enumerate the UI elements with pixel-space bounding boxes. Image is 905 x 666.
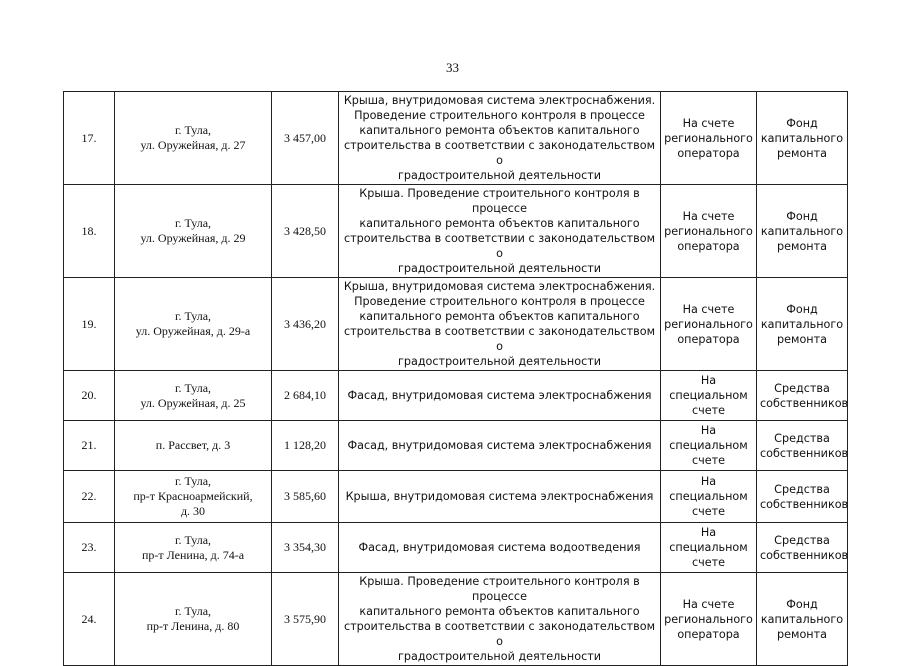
work-type-line: строительства в соответствии с законодательством о [343, 139, 656, 167]
work-type-line: Проведение строительного контроля в процессе [354, 295, 645, 308]
work-type-line: капитального ремонта объектов капитального [359, 310, 640, 323]
funding-source-line: Средства [774, 381, 830, 395]
table-row [64, 421, 848, 471]
funding-source-line: капитального [760, 317, 844, 331]
work-type-line: капитального ремонта объектов капитального [359, 217, 640, 230]
funding-source-line: собственников [760, 548, 849, 562]
account-holder-line: регионального [664, 224, 753, 238]
work-type-line: капитального ремонта объектов капитального [359, 124, 640, 137]
address-line: г. Тула, [174, 123, 212, 137]
address-cell [115, 278, 272, 371]
account-holder-cell [661, 371, 757, 421]
area-cell: 3 585,60 [272, 471, 339, 523]
work-type-line: Крыша. Проведение строительного контроля в процессе [359, 187, 640, 215]
work-type-cell [339, 185, 661, 278]
account-holder-line: счете [691, 404, 726, 417]
address-cell [115, 421, 272, 471]
page-number: 33 [446, 60, 459, 75]
work-type-line: Крыша. Проведение строительного контроля в процессе [359, 575, 640, 603]
address-line: пр-т Ленина, д. 74-а [141, 547, 245, 562]
funding-source-line: капитального [760, 131, 844, 145]
work-type-cell [339, 523, 661, 573]
address-line: г. Тула, [174, 216, 212, 230]
repair-works-table [63, 91, 848, 666]
work-type-line: Проведение строительного контроля в процессе [354, 109, 645, 122]
account-holder-line: оператора [677, 627, 740, 641]
address-line: ул. Оружейная, д. 27 [140, 138, 246, 152]
account-holder-line: счете [691, 505, 726, 518]
account-holder-line: оператора [677, 239, 740, 253]
area-cell: 3 457,00 [272, 92, 339, 185]
funding-source-line: Фонд [786, 302, 818, 316]
account-holder-line: регионального [664, 612, 753, 626]
area-cell: 2 684,10 [272, 371, 339, 421]
address-line: ул. Оружейная, д. 29 [140, 231, 246, 245]
account-holder-cell [661, 471, 757, 523]
account-holder-line: оператора [677, 332, 740, 346]
address-cell [115, 523, 272, 573]
funding-source-line: Фонд [786, 209, 818, 223]
row-number: 18. [64, 185, 115, 278]
area-cell: 3 575,90 [272, 573, 339, 666]
address-line: г. Тула, [174, 474, 212, 488]
work-type-line: Крыша, внутридомовая система электроснабжения. [343, 280, 656, 293]
account-holder-line: На [700, 475, 717, 488]
funding-source-line: Фонд [786, 597, 818, 611]
address-cell [115, 573, 272, 666]
table-row [64, 278, 848, 371]
account-holder-line: специальном [669, 490, 748, 503]
work-type-line: строительства в соответствии с законодательством о [343, 232, 656, 260]
account-holder-line: специальном [669, 541, 748, 554]
work-type-line: Крыша, внутридомовая система электроснабжения. [343, 94, 656, 107]
address-line: г. Тула, [174, 309, 212, 323]
account-holder-line: На [700, 424, 717, 437]
row-number: 19. [64, 278, 115, 371]
work-type-cell [339, 573, 661, 666]
account-holder-line: На счете [682, 116, 735, 130]
funding-source-line: ремонта [777, 239, 827, 253]
address-line: ул. Оружейная, д. 25 [140, 395, 246, 410]
row-number: 24. [64, 573, 115, 666]
funding-source-line: Фонд [786, 116, 818, 130]
area-cell: 3 428,50 [272, 185, 339, 278]
work-type-line: Фасад, внутридомовая система электроснабжения [347, 389, 652, 402]
address-cell [115, 371, 272, 421]
work-type-line: градостроительной деятельности [397, 355, 602, 368]
work-type-line: капитального ремонта объектов капитального [359, 605, 640, 618]
funding-source-line: ремонта [777, 146, 827, 160]
area-cell: 3 354,30 [272, 523, 339, 573]
work-type-line: Фасад, внутридомовая система электроснабжения [347, 439, 652, 452]
address-line: пр-т Ленина, д. 80 [146, 619, 240, 633]
account-holder-line: На [700, 374, 717, 387]
funding-source-cell [757, 523, 848, 573]
account-holder-line: счете [691, 454, 726, 467]
account-holder-cell [661, 278, 757, 371]
account-holder-cell [661, 421, 757, 471]
work-type-cell [339, 421, 661, 471]
row-number: 21. [64, 421, 115, 471]
funding-source-line: Средства [774, 482, 830, 496]
account-holder-line: счете [691, 556, 726, 569]
address-line: пр-т Красноармейский, [133, 489, 253, 503]
funding-source-cell [757, 421, 848, 471]
work-type-cell [339, 278, 661, 371]
account-holder-line: регионального [664, 131, 753, 145]
address-line: п. Рассвет, д. 3 [155, 438, 231, 452]
account-holder-line: специальном [669, 439, 748, 452]
account-holder-line: На [700, 526, 717, 539]
account-holder-cell [661, 92, 757, 185]
work-type-line: строительства в соответствии с законодательством о [343, 620, 656, 648]
account-holder-line: специальном [669, 389, 748, 402]
address-cell [115, 471, 272, 523]
address-line: г. Тула, [174, 380, 212, 395]
funding-source-cell [757, 185, 848, 278]
table-body [64, 92, 848, 666]
area-cell: 1 128,20 [272, 421, 339, 471]
work-type-line: градостроительной деятельности [397, 650, 602, 663]
funding-source-line: Средства [774, 431, 830, 445]
account-holder-cell [661, 185, 757, 278]
table-row [64, 523, 848, 573]
funding-source-line: капитального [760, 612, 844, 626]
row-number: 20. [64, 371, 115, 421]
work-type-cell [339, 471, 661, 523]
account-holder-line: На счете [682, 209, 735, 223]
funding-source-line: капитального [760, 224, 844, 238]
work-type-line: градостроительной деятельности [397, 169, 602, 182]
row-number: 17. [64, 92, 115, 185]
funding-source-cell [757, 573, 848, 666]
work-type-line: Крыша, внутридомовая система электроснабжения [345, 490, 654, 503]
address-line: ул. Оружейная, д. 29-а [135, 324, 251, 338]
work-type-cell [339, 92, 661, 185]
funding-source-line: собственников [760, 446, 849, 460]
funding-source-line: собственников [760, 396, 849, 410]
funding-source-line: Средства [774, 533, 830, 547]
account-holder-line: На счете [682, 302, 735, 316]
funding-source-line: ремонта [777, 332, 827, 346]
address-line: г. Тула, [174, 604, 212, 618]
row-number: 22. [64, 471, 115, 523]
funding-source-cell [757, 471, 848, 523]
table-row [64, 573, 848, 666]
account-holder-cell [661, 573, 757, 666]
funding-source-line: собственников [760, 497, 849, 511]
table-row [64, 185, 848, 278]
table-row [64, 471, 848, 523]
table-row [64, 371, 848, 421]
account-holder-line: регионального [664, 317, 753, 331]
address-line: д. 30 [180, 504, 206, 518]
funding-source-line: ремонта [777, 627, 827, 641]
account-holder-cell [661, 523, 757, 573]
work-type-line: Фасад, внутридомовая система водоотведения [358, 541, 641, 554]
row-number: 23. [64, 523, 115, 573]
work-type-line: строительства в соответствии с законодательством о [343, 325, 656, 353]
work-type-line: градостроительной деятельности [397, 262, 602, 275]
account-holder-line: На счете [682, 597, 735, 611]
table-row [64, 92, 848, 185]
work-type-cell [339, 371, 661, 421]
account-holder-line: оператора [677, 146, 740, 160]
funding-source-cell [757, 92, 848, 185]
address-cell [115, 185, 272, 278]
funding-source-cell [757, 371, 848, 421]
funding-source-cell [757, 278, 848, 371]
address-cell [115, 92, 272, 185]
area-cell: 3 436,20 [272, 278, 339, 371]
address-line: г. Тула, [174, 532, 212, 547]
